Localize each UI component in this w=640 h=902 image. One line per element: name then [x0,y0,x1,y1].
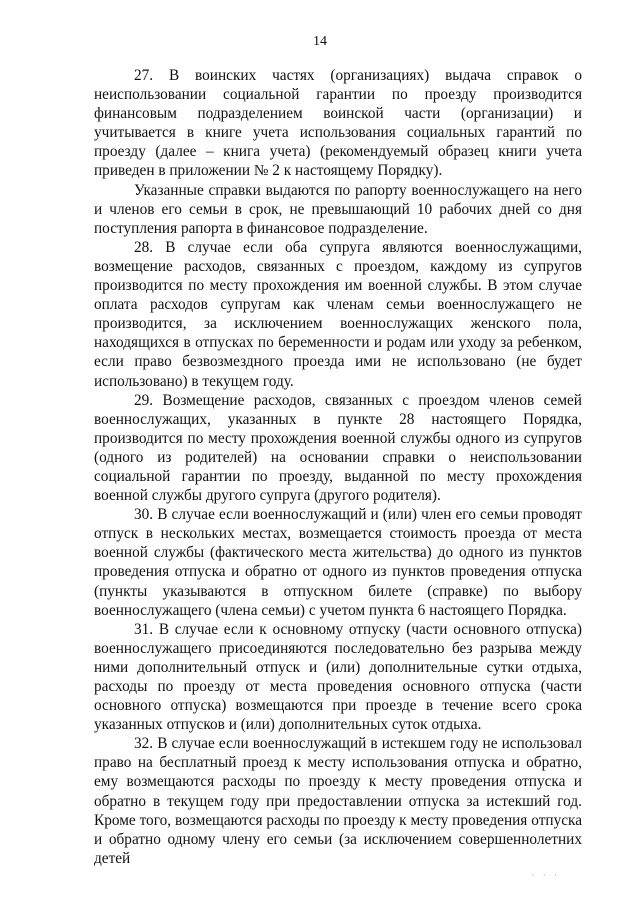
paragraph-30: 30. В случае если военнослужащий и (или) член его семьи проводят отпуск в нескольких местах, возмещается стоимость проезда от места военной службы (фактического места жительства) до одного из пунктов проведения отпуска и обратно от одного из пунктов проведения отпуска (пункты указываются в отпускном билете (справке) по выбору военнослужащего (члена семьи) с учетом пункта 6 настоящего Порядка. [94,506,582,619]
document-body [94,66,582,868]
paragraph-32: 32. В случае если военнослужащий в истекшем году не использовал право на бесплатный проезд к месту использования отпуска и обратно, ему возмещаются расходы по проезду к месту проведения отпуска и обратно в текущем году при предоставлении отпуска за истекший год. Кроме того, возмещаются расходы по проезду к месту проведения отпуска и обратно одному члену его семьи (за исключением совершеннолетних детей [94,735,582,867]
page-number: 14 [313,34,327,49]
paragraph-31: 31. В случае если к основному отпуску (части основного отпуска) военнослужащего присоединяются последовательно без разрыва между ними дополнительный отпуск и (или) дополнительные сутки отдыха, расходы по проезду от места проведения основного отпуска (части основного отпуска) возмещаются при проезде в течение всего срока указанных отпусков и (или) дополнительных суток отдыха. [94,620,582,734]
paragraph-28: 28. В случае если оба супруга являются военнослужащими, возмещение расходов, связанных с проездом, каждому из супругов производится по месту прохождения им военной службы. В этом случае оплата расходов супругам как членам семьи военнослужащего не производится, за исключением военнослужащих женского пола, находящихся в отпусках по беременности и родам или уходу за ребенком, если право безвозмездного проезда ими не использовано (не будет использовано) в текущем году. [94,238,582,390]
paragraph-27: 27. В воинских частях (организациях) выдача справок о неиспользовании социальной гарантии по проезду производится финансовым подразделением воинской части (организации) и учитывается в книге учета использования социальных гарантий по проезду (далее – книга учета) (рекомендуемый образец книги учета приведен в приложении № 2 к настоящему Порядку). [94,67,582,180]
paragraph-29: 29. Возмещение расходов, связанных с проездом членов семей военнослужащих, указанных в пункте 28 настоящего Порядка, производится по месту прохождения военной службы одного из супругов (одного из родителей) на основании справки о неиспользовании социальной гарантии по проезду, выданной по месту прохождения военной службы другого супруга (другого родителя). [94,391,582,505]
scan-artifact: · · · [531,870,560,880]
paragraph-27-note: Указанные справки выдаются по рапорту военнослужащего на него и членов его семьи в срок, не превышающий 10 рабочих дней со дня поступления рапорта в финансовое подразделение. [94,181,582,237]
